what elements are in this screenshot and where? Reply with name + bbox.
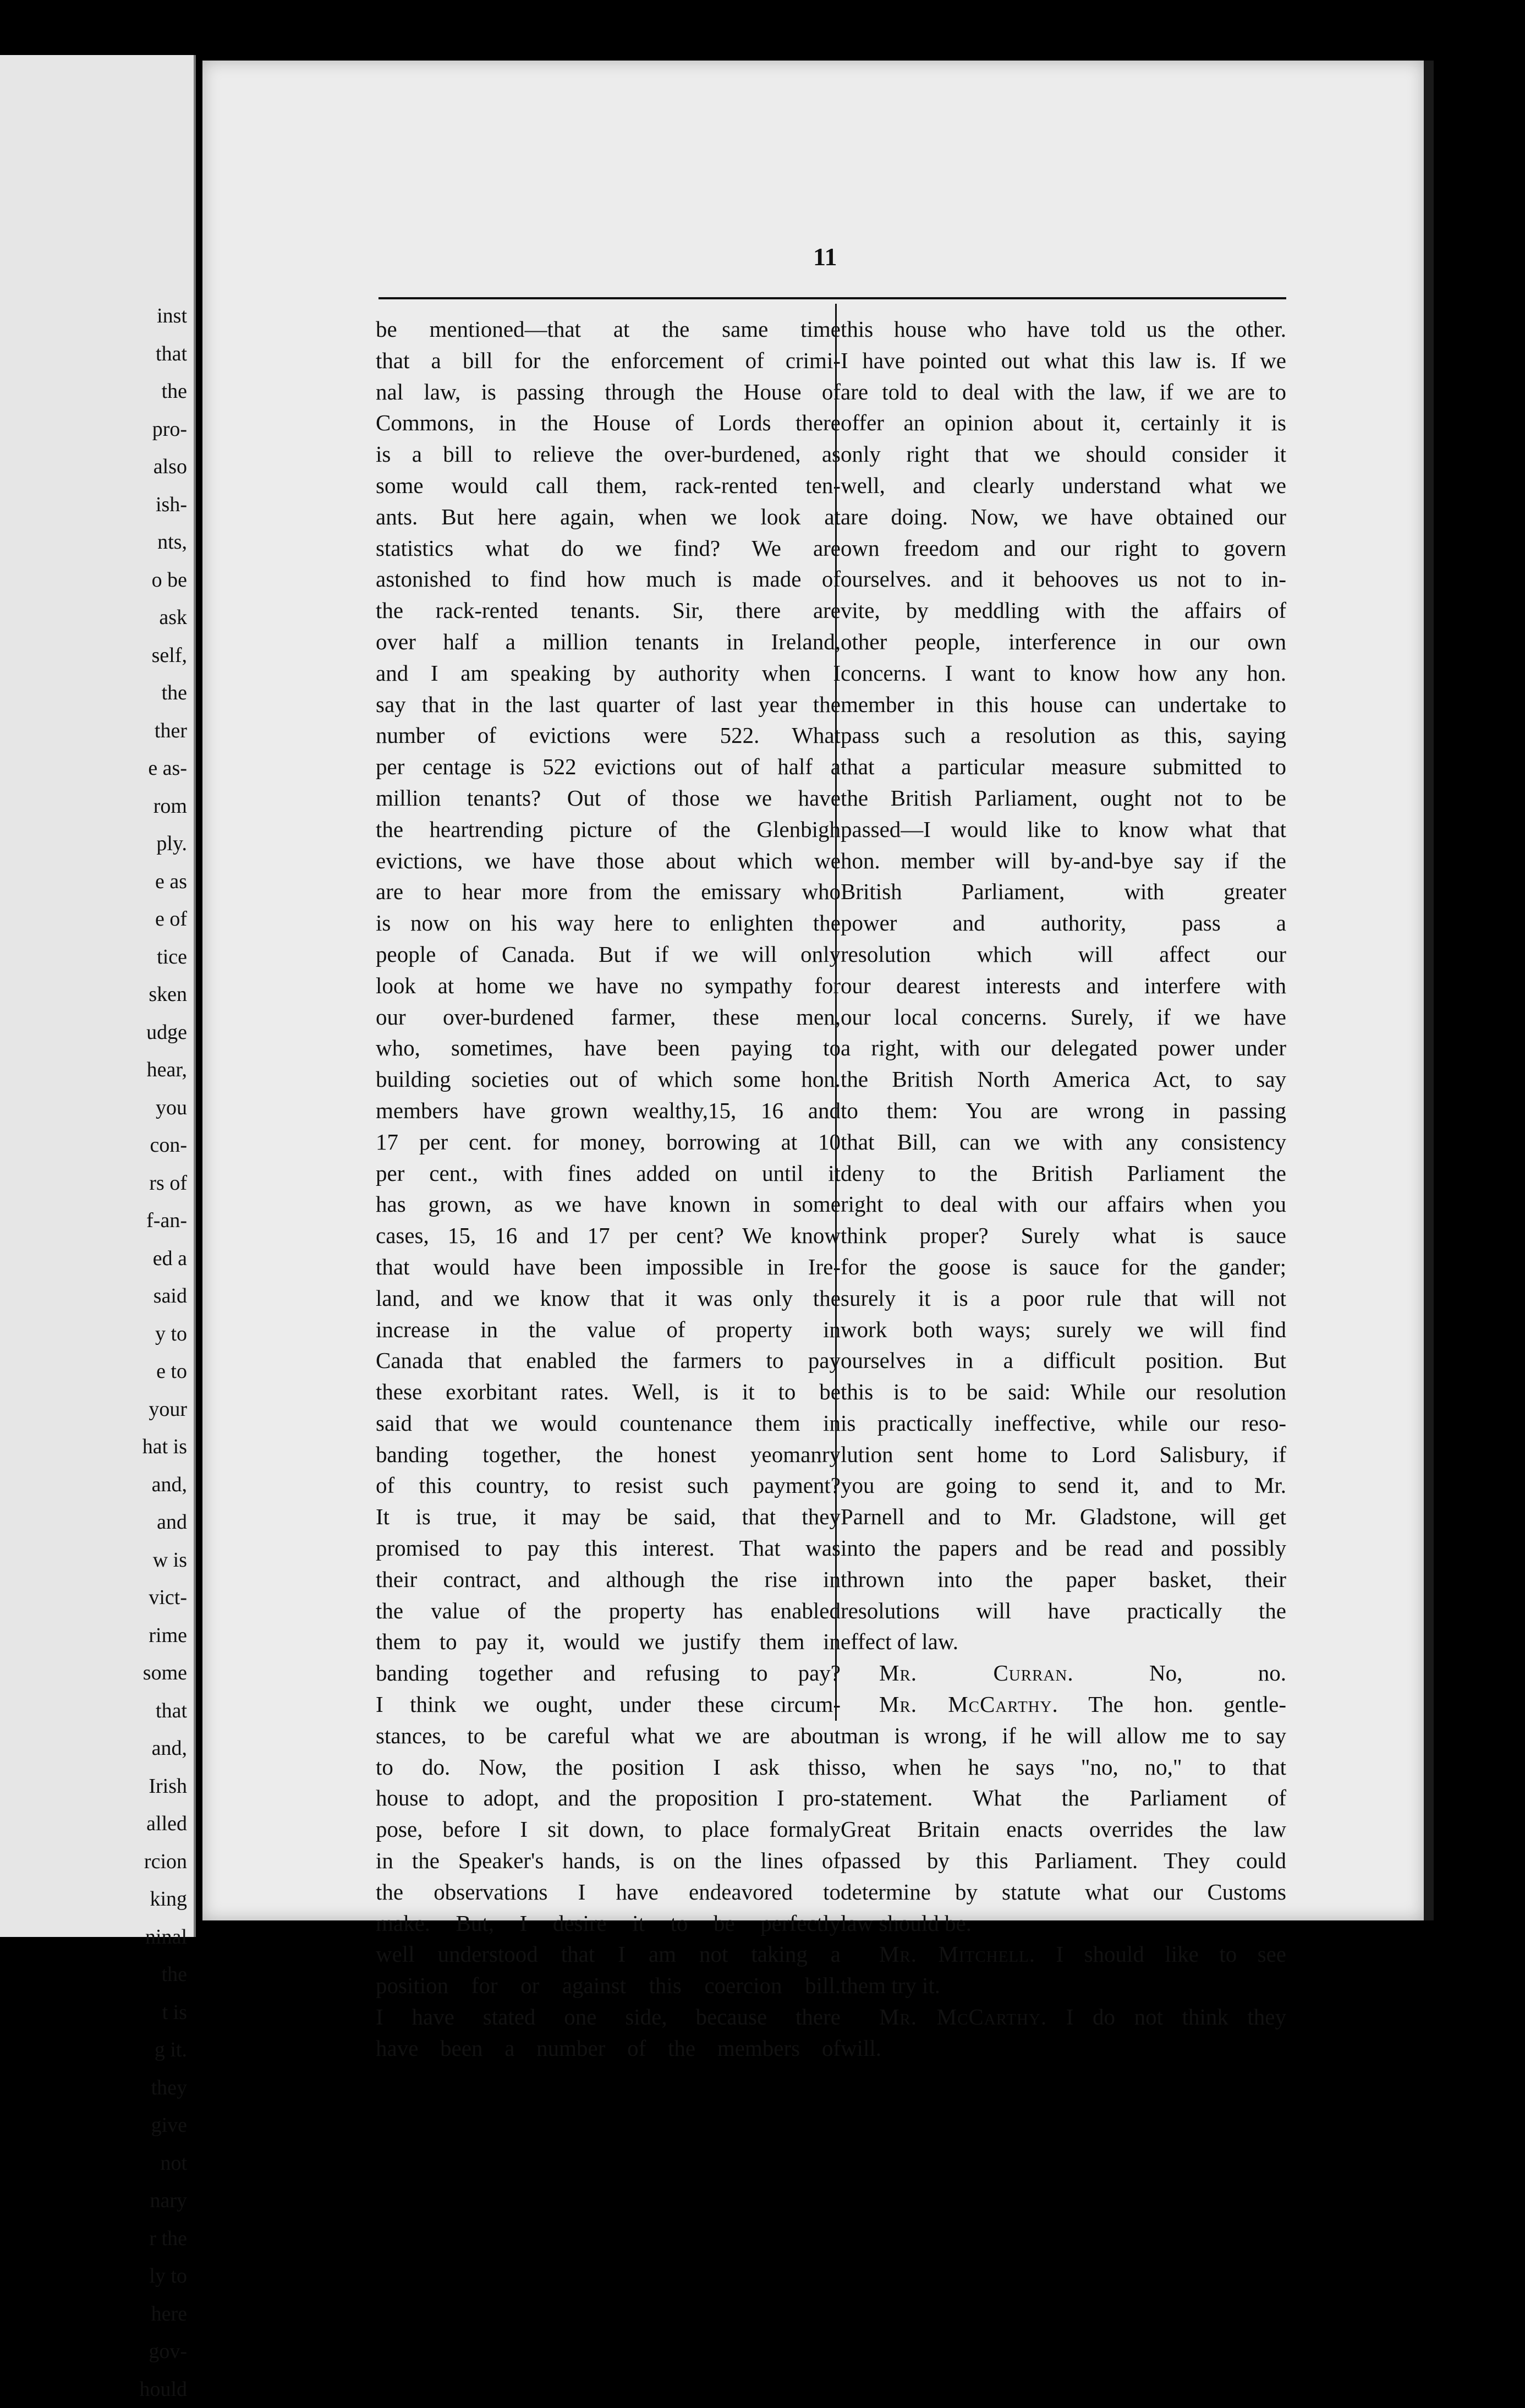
column-right-body <box>841 314 1286 1657</box>
text-line: ants. But here again, when we look at <box>376 501 841 533</box>
text-line: are to hear more from the emissary who <box>376 876 841 907</box>
text-line: and I am speaking by authority when I <box>376 658 841 689</box>
text-line: over half a million tenants in Ireland, <box>376 626 841 658</box>
text-line: pass such a resolution as this, saying <box>841 720 1286 751</box>
facing-page-fragment: con- <box>127 1126 187 1164</box>
text-line: think proper? Surely what is sauce <box>841 1220 1286 1251</box>
text-line: lution sent home to Lord Salisbury, if <box>841 1439 1286 1470</box>
page-shadow <box>1424 61 1434 1920</box>
facing-page-fragment: r the <box>127 2220 187 2258</box>
text-line: Canada that enabled the farmers to pay <box>376 1345 841 1376</box>
facing-page-fragment: pro- <box>127 411 187 448</box>
facing-page-fragment: nary <box>127 2182 187 2220</box>
text-line: that Bill, can we with any consistency <box>841 1126 1286 1158</box>
text-line: concerns. I want to know how any hon. <box>841 658 1286 689</box>
text-line: well understood that I am not taking a <box>376 1939 841 1970</box>
facing-page-fragment: ly to <box>127 2257 187 2295</box>
facing-page-fragment: not <box>127 2144 187 2182</box>
text-line: passed—I would like to know what that <box>841 814 1286 845</box>
facing-page-fragment: o be <box>127 561 187 599</box>
text-line: them to pay it, would we justify them in <box>376 1626 841 1657</box>
facing-page-fragment: that <box>127 1692 187 1730</box>
speech-text: The hon. gentle- <box>1088 1692 1286 1717</box>
facing-page-edge <box>0 55 196 1937</box>
facing-page-fragment: e of <box>127 900 187 938</box>
speaker-name: Mr. McCarthy. <box>879 2004 1047 2029</box>
text-line: statement. What the Parliament of <box>841 1782 1286 1814</box>
text-line: look at home we have no sympathy for <box>376 970 841 1001</box>
text-line: I think we ought, under these circum- <box>376 1689 841 1720</box>
facing-page-fragment: rcion <box>127 1843 187 1881</box>
text-column-left <box>376 314 841 2064</box>
text-line: nal law, is passing through the House of <box>376 376 841 408</box>
text-line: members have grown wealthy,15, 16 and <box>376 1095 841 1126</box>
text-line: Commons, in the House of Lords there <box>376 407 841 439</box>
facing-page-fragment: y to <box>127 1315 187 1353</box>
facing-page-fragment: Irish <box>127 1767 187 1805</box>
text-line: make. But, I desire it to be perfectly <box>376 1908 841 1939</box>
text-line: banding together and refusing to pay? <box>376 1657 841 1689</box>
page-number: 11 <box>813 242 837 271</box>
text-line: land, and we know that it was only the <box>376 1283 841 1314</box>
text-line: well, and clearly understand what we <box>841 470 1286 501</box>
text-line: the value of the property has enabled <box>376 1595 841 1627</box>
facing-page-fragment: they <box>127 2069 187 2107</box>
text-line: only right that we should consider it <box>841 439 1286 470</box>
text-line: vite, by meddling with the affairs of <box>841 595 1286 626</box>
text-line: per centage is 522 evictions out of half a <box>376 751 841 782</box>
text-line: our local concerns. Surely, if we have <box>841 1001 1286 1033</box>
text-line: to do. Now, the position I ask this <box>376 1752 841 1783</box>
facing-page-text <box>127 297 187 2408</box>
text-line: ourselves in a difficult position. But <box>841 1345 1286 1376</box>
text-line: resolutions will have practically the <box>841 1595 1286 1627</box>
text-line: effect of law. <box>841 1626 1286 1657</box>
speaker-name: Mr. McCarthy. <box>879 1692 1058 1717</box>
text-line: said that we would countenance them in <box>376 1408 841 1439</box>
facing-page-fragment: sken <box>127 976 187 1014</box>
facing-page-fragment: gov- <box>127 2333 187 2371</box>
text-line: own freedom and our right to govern <box>841 533 1286 564</box>
facing-page-fragment: the <box>127 373 187 411</box>
text-line: Parnell and to Mr. Gladstone, will get <box>841 1501 1286 1533</box>
text-line: are told to deal with the law, if we are to <box>841 376 1286 408</box>
text-line: who, sometimes, have been paying to <box>376 1032 841 1064</box>
text-line: this is to be said: While our resolution <box>841 1376 1286 1408</box>
text-line: 17 per cent. for money, borrowing at 10 <box>376 1126 841 1158</box>
facing-page-fragment: and <box>127 1503 187 1541</box>
dialogue-mitchell <box>841 1939 1286 1970</box>
text-line: that would have been impossible in Ire- <box>376 1251 841 1283</box>
facing-page-fragment: rom <box>127 787 187 825</box>
facing-page-fragment: that <box>127 335 187 373</box>
text-line: them try it. <box>841 1970 1286 2001</box>
text-line: I have pointed out what this law is. If we <box>841 345 1286 376</box>
text-line: that a particular measure submitted to <box>841 751 1286 782</box>
facing-page-fragment: t is <box>127 1994 187 2032</box>
text-line: position for or against this coercion bill. <box>376 1970 841 2001</box>
text-line: the British North America Act, to say <box>841 1064 1286 1095</box>
mccarthy-speech <box>841 1720 1286 1939</box>
text-line: has grown, as we have known in some <box>376 1189 841 1220</box>
facing-page-fragment: give <box>127 2106 187 2144</box>
facing-page-fragment: the <box>127 674 187 712</box>
text-line: the British Parliament, ought not to be <box>841 782 1286 814</box>
text-line: of this country, to resist such payment? <box>376 1470 841 1501</box>
text-line: house to adopt, and the proposition I pro- <box>376 1782 841 1814</box>
text-line: will. <box>841 2033 1286 2064</box>
facing-page-fragment: self, <box>127 637 187 675</box>
text-line: for the goose is sauce for the gander; <box>841 1251 1286 1283</box>
text-line: I have stated one side, because there <box>376 2001 841 2033</box>
facing-page-fragment: e as <box>127 863 187 901</box>
facing-page-fragment: and, <box>127 1466 187 1504</box>
text-line: have been a number of the members of <box>376 2033 841 2064</box>
text-line: the observations I have endeavored to <box>376 1876 841 1908</box>
text-line: astonished to find how much is made of <box>376 563 841 595</box>
facing-page-fragment: vict- <box>127 1579 187 1617</box>
text-line: the rack-rented tenants. Sir, there are <box>376 595 841 626</box>
dialogue-mccarthy <box>841 1689 1286 1720</box>
facing-page-fragment: ninal <box>127 1918 187 1956</box>
text-line: deny to the British Parliament the <box>841 1158 1286 1189</box>
text-line: offer an opinion about it, certainly it is <box>841 407 1286 439</box>
text-line: stances, to be careful what we are about <box>376 1720 841 1752</box>
text-line: British Parliament, with greater <box>841 876 1286 907</box>
text-line: Great Britain enacts overrides the law <box>841 1814 1286 1845</box>
text-line: million tenants? Out of those we have <box>376 782 841 814</box>
facing-page-fragment: also <box>127 448 187 486</box>
text-line: their contract, and although the rise in <box>376 1564 841 1595</box>
text-line: the heartrending picture of the Glenbigh <box>376 814 841 845</box>
text-line: other people, interference in our own <box>841 626 1286 658</box>
facing-page-fragment: some <box>127 1654 187 1692</box>
text-line: people of Canada. But if we will only <box>376 939 841 970</box>
facing-page-fragment: f-an- <box>127 1202 187 1240</box>
facing-page-fragment: ther <box>127 712 187 750</box>
facing-page-fragment: here <box>127 2295 187 2333</box>
facing-page-fragment: ish- <box>127 486 187 524</box>
text-line: be mentioned—that at the same time <box>376 314 841 345</box>
facing-page-fragment: the <box>127 1956 187 1994</box>
text-line: is practically ineffective, while our reso- <box>841 1408 1286 1439</box>
text-line: passed by this Parliament. They could <box>841 1845 1286 1876</box>
speaker-name: Mr. Curran. <box>879 1660 1074 1685</box>
text-line: is a bill to relieve the over-burdened, as <box>376 439 841 470</box>
facing-page-fragment: rs of <box>127 1164 187 1202</box>
text-line: number of evictions were 522. What <box>376 720 841 751</box>
text-line: banding together, the honest yeomanry <box>376 1439 841 1470</box>
text-line: that a bill for the enforcement of crimi- <box>376 345 841 376</box>
text-line: our over-burdened farmer, these men, <box>376 1001 841 1033</box>
dialogue-curran <box>841 1657 1286 1689</box>
text-line: some would call them, rack-rented ten- <box>376 470 841 501</box>
text-line: member in this house can undertake to <box>841 689 1286 720</box>
text-line: per cent., with fines added on until it <box>376 1158 841 1189</box>
text-line: work both ways; surely we will find <box>841 1314 1286 1345</box>
text-line: surely it is a poor rule that will not <box>841 1283 1286 1314</box>
text-line: hon. member will by-and-bye say if the <box>841 845 1286 877</box>
facing-page-fragment: ed a <box>127 1240 187 1278</box>
text-line: to them: You are wrong in passing <box>841 1095 1286 1126</box>
text-line: thrown into the paper basket, their <box>841 1564 1286 1595</box>
text-line: evictions, we have those about which we <box>376 845 841 877</box>
facing-page-fragment: tice <box>127 938 187 976</box>
facing-page-fragment: nts, <box>127 523 187 561</box>
text-line: into the papers and be read and possibly <box>841 1533 1286 1564</box>
speaker-name: Mr. Mitchell. <box>879 1941 1035 1967</box>
speech-text: I should like to see <box>1056 1941 1286 1967</box>
facing-page-fragment: g it. <box>127 2031 187 2069</box>
text-line: ourselves. and it behooves us not to in- <box>841 563 1286 595</box>
text-line: determine by statute what our Customs <box>841 1876 1286 1908</box>
text-line: you are going to send it, and to Mr. <box>841 1470 1286 1501</box>
facing-page-fragment: your <box>127 1391 187 1429</box>
text-line: a right, with our delegated power under <box>841 1032 1286 1064</box>
header-rule <box>378 297 1286 299</box>
facing-page-fragment: alled <box>127 1805 187 1843</box>
facing-page-fragment: hear, <box>127 1051 187 1089</box>
speech-text: I do not think they <box>1066 2004 1286 2029</box>
facing-page-fragment: and, <box>127 1730 187 1767</box>
facing-page-fragment: ask <box>127 599 187 637</box>
text-line: promised to pay this interest. That was <box>376 1533 841 1564</box>
facing-page-fragment: e to <box>127 1353 187 1391</box>
facing-page-fragment: ply. <box>127 825 187 863</box>
facing-page-fragment: rime <box>127 1617 187 1655</box>
text-line: It is true, it may be said, that they <box>376 1501 841 1533</box>
text-line: power and authority, pass a <box>841 907 1286 939</box>
text-line: our dearest interests and interfere with <box>841 970 1286 1001</box>
text-line: building societies out of which some hon. <box>376 1064 841 1095</box>
text-line: cases, 15, 16 and 17 per cent? We know <box>376 1220 841 1251</box>
text-line: law should be. <box>841 1908 1286 1939</box>
text-column-right <box>841 314 1286 2064</box>
text-line: resolution which will affect our <box>841 939 1286 970</box>
facing-page-fragment: e as- <box>127 749 187 787</box>
text-line: man is wrong, if he will allow me to say <box>841 1720 1286 1752</box>
facing-page-fragment: w is <box>127 1541 187 1579</box>
text-line: this house who have told us the other. <box>841 314 1286 345</box>
facing-page-fragment: udge <box>127 1014 187 1052</box>
text-line: are doing. Now, we have obtained our <box>841 501 1286 533</box>
facing-page-fragment: you <box>127 1089 187 1127</box>
facing-page-fragment: inst <box>127 297 187 335</box>
facing-page-fragment: hat is <box>127 1428 187 1466</box>
text-line: pose, before I sit down, to place formaly <box>376 1814 841 1845</box>
facing-page-fragment: said <box>127 1277 187 1315</box>
dialogue-mccarthy-2 <box>841 2001 1286 2033</box>
text-line: statistics what do we find? We are <box>376 533 841 564</box>
text-line: so, when he says "no, no," to that <box>841 1752 1286 1783</box>
text-line: say that in the last quarter of last year the <box>376 689 841 720</box>
facing-page-fragment: hould <box>127 2371 187 2408</box>
text-line: right to deal with our affairs when you <box>841 1189 1286 1220</box>
text-line: in the Speaker's hands, is on the lines of <box>376 1845 841 1876</box>
text-line: is now on his way here to enlighten the <box>376 907 841 939</box>
facing-page-fragment: king <box>127 1880 187 1918</box>
text-line: these exorbitant rates. Well, is it to be <box>376 1376 841 1408</box>
text-line: increase in the value of property in <box>376 1314 841 1345</box>
speech-text: No, no. <box>1149 1660 1286 1685</box>
